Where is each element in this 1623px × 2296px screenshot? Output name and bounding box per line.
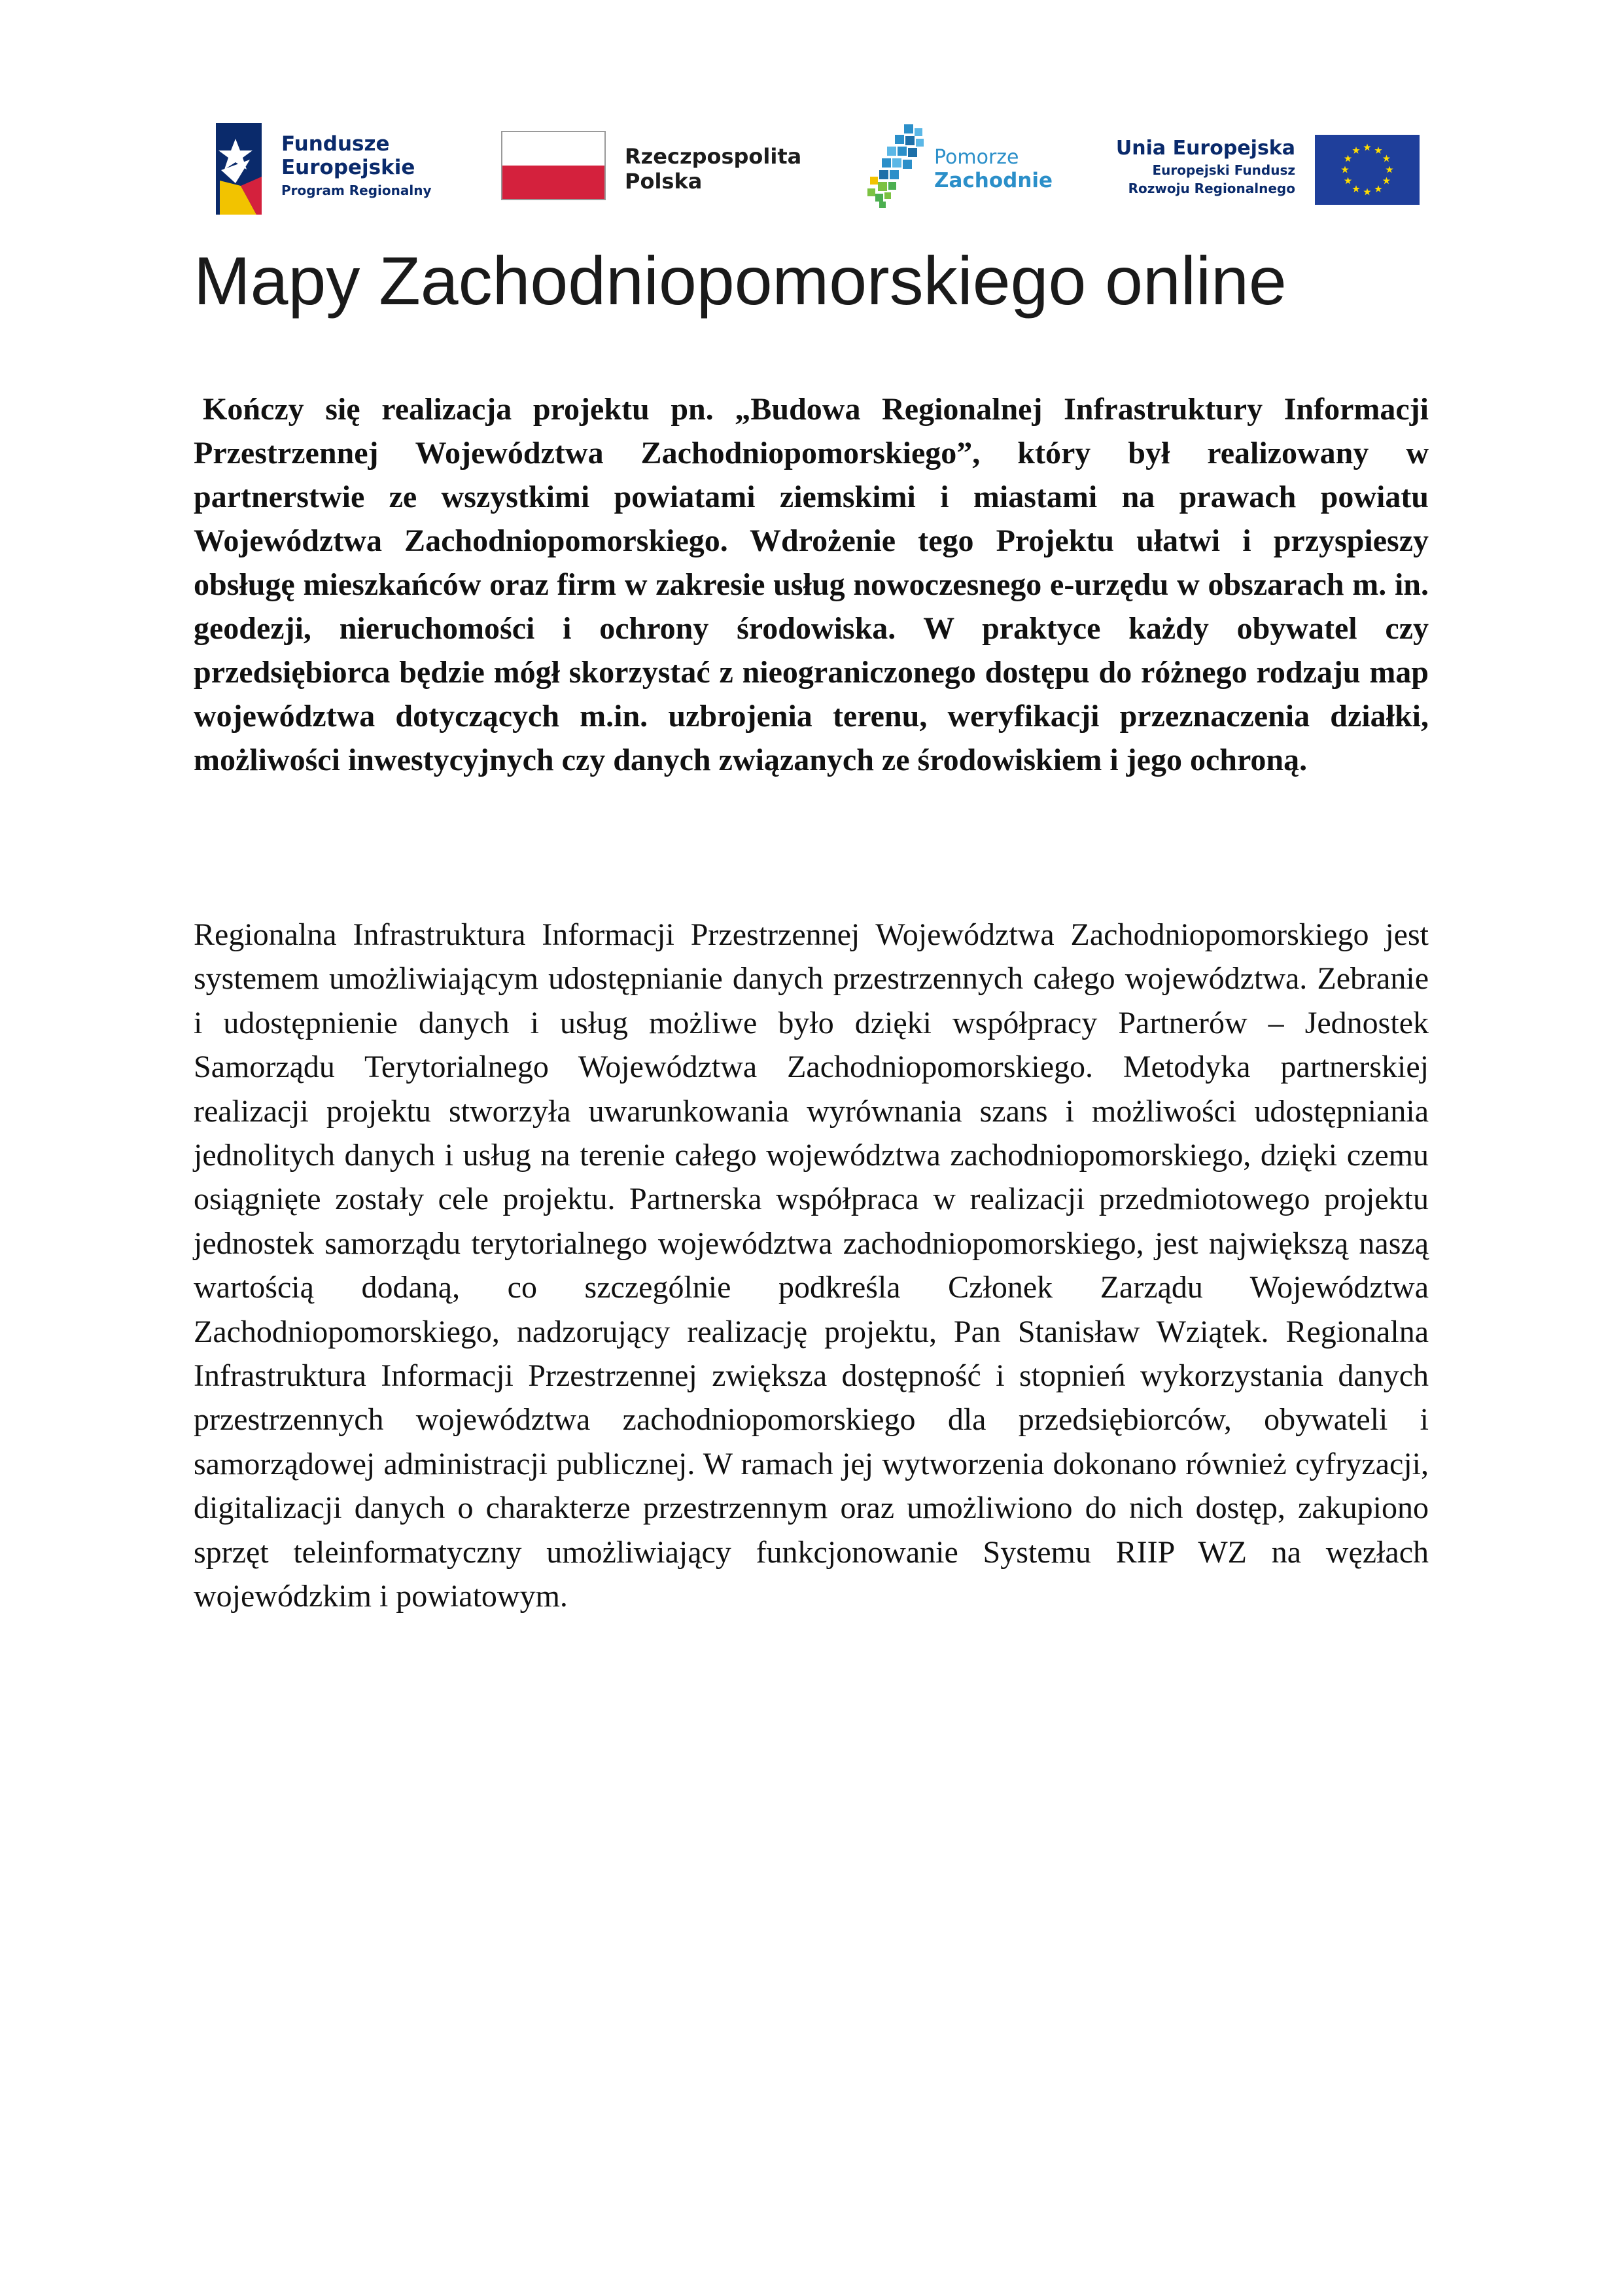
unia-line2: Europejski Fundusz	[1152, 162, 1295, 178]
fundusze-europejskie-star-icon	[216, 123, 262, 215]
polish-flag-icon	[501, 131, 606, 200]
page-title: Mapy Zachodniopomorskiego online	[194, 243, 1287, 319]
fundusze-line1: Fundusze	[281, 132, 390, 156]
lead-paragraph: Kończy się realizacja projektu pn. „Budowa Regionalnej Infrastruktury Informacji Przestrzennej Województwa Zachodniopomorskiego”, który był realizowany w partnerstwie ze wszystkimi powiatami ziemskimi i miastami na prawach powiatu Województwa Zachodniopomorskiego. Wdrożenie tego Projektu ułatwi i przyspieszy obsługę mieszkańców oraz firm w zakresie usług nowoczesnego e-urzędu w obszarach m. in. geodezji, nieruchomości i ochrony środowiska. W praktyce każdy obywatel czy przedsiębiorca będzie mógł skorzystać z nieograniczonego dostępu do różnego rodzaju map województwa dotyczących m.in. uzbrojenia terenu, weryfikacji przeznaczenia działki, możliwości inwestycyjnych czy danych związanych ze środowiskiem i jego ochroną.	[194, 392, 1429, 777]
unia-europejska-text	[1099, 136, 1295, 198]
fundusze-europejskie-text	[281, 132, 431, 200]
unia-line3: Rozwoju Regionalnego	[1128, 181, 1295, 196]
pomorze-zachodnie-mosaic-icon	[864, 124, 935, 209]
pomorze-zachodnie-text	[934, 147, 1053, 192]
eu-flag-icon	[1315, 135, 1420, 205]
rzeczpospolita-text	[625, 144, 801, 194]
fundusze-line3: Program Regionalny	[281, 183, 432, 198]
fundusze-europejskie-logo	[209, 118, 445, 216]
rzeczpospolita-polska-logo	[497, 118, 802, 216]
unia-europejska-logo	[1099, 118, 1426, 216]
pomorze-zachodnie-logo	[864, 118, 1053, 216]
pomorze-line2: Zachodnie	[934, 169, 1053, 192]
unia-line1: Unia Europejska	[1115, 137, 1295, 160]
logo-strip	[209, 118, 1426, 222]
pomorze-line1: Pomorze	[934, 146, 1019, 169]
rzeczpospolita-line1: Rzeczpospolita	[625, 144, 802, 169]
fundusze-line2: Europejskie	[281, 156, 415, 179]
body-paragraph: Regionalna Infrastruktura Informacji Przestrzennej Województwa Zachodniopomorskiego jest systemem umożliwiającym udostępnianie danych przestrzennych całego województwa. Zebranie i udostępnienie danych i usług możliwe było dzięki współpracy Partnerów – Jednostek Samorządu Terytorialnego Województwa Zachodniopomorskiego. Metodyka partnerskiej realizacji projektu stworzyła uwarunkowania wyrównania szans i możliwości udostępniania jednolitych danych i usług na terenie całego województwa zachodniopomorskiego, dzięki czemu osiągnięte zostały cele projektu. Partnerska współpraca w realizacji przedmiotowego projektu jednostek samorządu terytorialnego województwa zachodniopomorskiego, jest największą naszą wartością dodaną, co szczególnie podkreśla Członek Zarządu Województwa Zachodniopomorskiego, nadzorujący realizację projektu, Pan Stanisław Wziątek. Regionalna Infrastruktura Informacji Przestrzennej zwiększa dostępność i stopnień wykorzystania danych przestrzennych województwa zachodniopomorskiego dla przedsiębiorców, obywateli i samorządowej administracji publicznej. W ramach jej wytworzenia dokonano również cyfryzacji, digitalizacji danych o charakterze przestrzennym oraz umożliwiono do nich dostęp, zakupiono sprzęt teleinformatyczny umożliwiający funkcjonowanie Systemu RIIP WZ na węzłach wojewódzkim i powiatowym.	[194, 917, 1429, 1614]
rzeczpospolita-line2: Polska	[625, 169, 703, 194]
